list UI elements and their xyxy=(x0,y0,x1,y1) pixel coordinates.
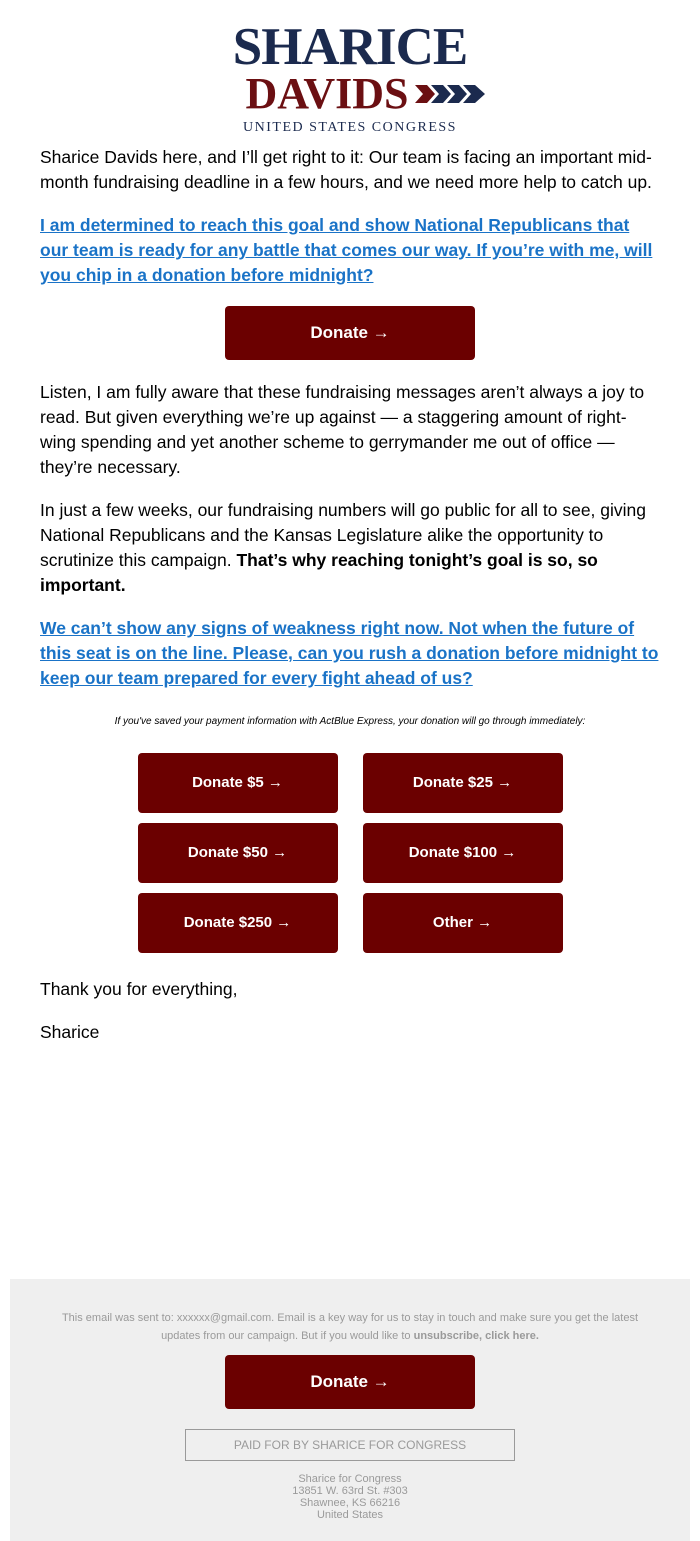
logo xyxy=(0,20,700,136)
logo-name-last: DAVIDS xyxy=(245,69,409,118)
listen-paragraph: Listen, I am fully aware that these fundraising messages aren’t always a joy to read. But given everything we’re up against — a staggering amount of right-wing spending and yet another scheme to gerrymander me out of office — they’re necessary. xyxy=(40,382,645,477)
actblue-note: If you've saved your payment information with ActBlue Express, your donation will go through immediately: xyxy=(114,716,586,727)
donate-other-button[interactable]: Other → xyxy=(363,893,563,953)
footer xyxy=(10,1279,690,1541)
mailing-address xyxy=(10,1473,690,1521)
donate-5-button[interactable]: Donate $5 → xyxy=(138,753,338,813)
donate-100-button[interactable]: Donate $100 → xyxy=(363,823,563,883)
logo-name-first: SHARICE xyxy=(232,18,468,76)
email-body xyxy=(40,145,660,1063)
donation-link-1[interactable]: I am determined to reach this goal and show National Republicans that our team is ready for any battle that comes our way. If you’re with me, will you chip in a donation before midnight? xyxy=(40,215,653,285)
signature: Sharice xyxy=(40,1022,100,1042)
address-line: Sharice for Congress xyxy=(298,1473,402,1485)
unsubscribe-link[interactable]: unsubscribe, click here. xyxy=(413,1330,539,1342)
logo-subtitle: UNITED STATES CONGRESS xyxy=(243,120,457,135)
donate-25-button[interactable]: Donate $25 → xyxy=(363,753,563,813)
logo-name-last-row xyxy=(245,69,484,118)
donate-250-button[interactable]: Donate $250 → xyxy=(138,893,338,953)
footer-sent-text: This email was sent to: xxxxxx@gmail.com. Email is a key way for us to stay in touch and make sure you get the latest updates from our campaign. But if you would like to xyxy=(61,1312,639,1342)
scrutiny-text: In just a few weeks, our fundraising numbers will go public for all to see, giving National Republicans and the Kansas Legislature alike the opportunity to scrutinize this campaign. xyxy=(40,500,646,570)
arrow-chevrons-icon xyxy=(415,83,485,105)
donation-link-2[interactable]: We can’t show any signs of weakness right now. Not when the future of this seat is on the line. Please, can you rush a donation before midnight to keep our team prepared for every fight ahead of us? xyxy=(40,618,659,688)
thanks-line: Thank you for everything, xyxy=(40,979,238,999)
scrutiny-paragraph xyxy=(40,498,660,598)
footer-donate-button[interactable]: Donate → xyxy=(225,1355,475,1409)
link-paragraph-1 xyxy=(40,213,660,288)
donate-50-button[interactable]: Donate $50 → xyxy=(138,823,338,883)
link-paragraph-2 xyxy=(40,616,660,691)
paid-for-box: PAID FOR BY SHARICE FOR CONGRESS xyxy=(185,1429,515,1461)
donation-amount-grid xyxy=(40,753,660,953)
intro-paragraph: Sharice Davids here, and I’ll get right to it: Our team is facing an important mid-month fundraising deadline in a few hours, and we need more help to catch up. xyxy=(40,147,652,192)
address-line: United States xyxy=(316,1509,384,1521)
address-line: Shawnee, KS 66216 xyxy=(299,1497,401,1509)
footer-disclaimer xyxy=(10,1279,690,1345)
address-line: 13851 W. 63rd St. #303 xyxy=(292,1485,408,1497)
goal-important-text: That’s why reaching tonight’s goal is so, so important. xyxy=(40,550,598,595)
donate-button[interactable]: Donate → xyxy=(225,306,475,360)
